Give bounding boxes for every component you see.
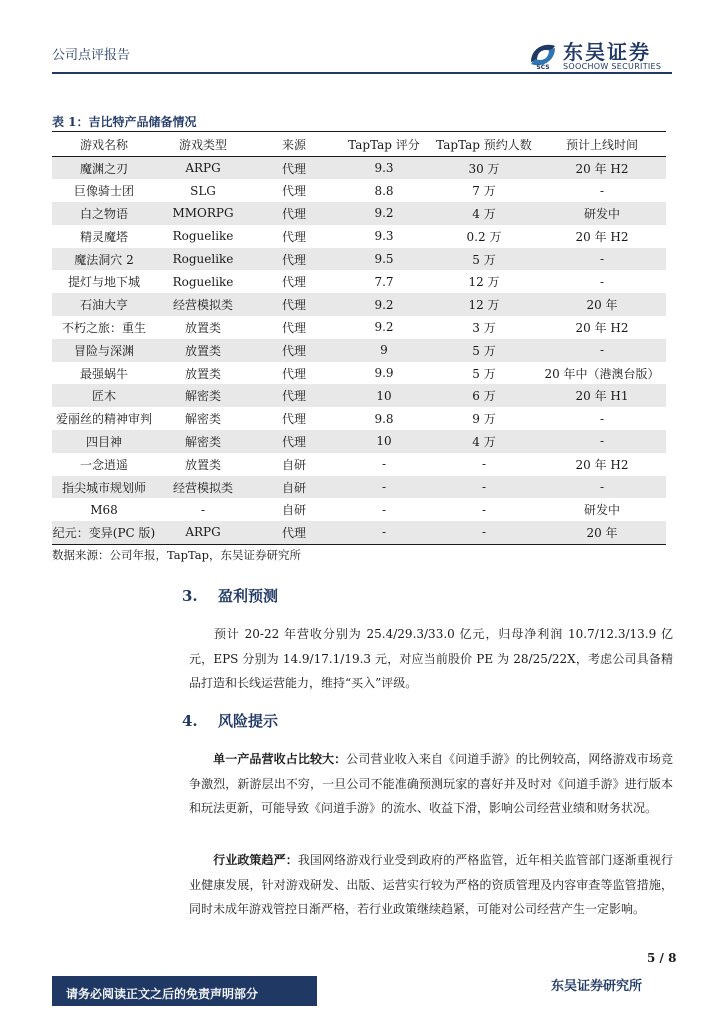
product-pipeline-table (52, 131, 666, 545)
table-cell: 20 年 (538, 521, 666, 544)
table-cell: - (538, 430, 666, 453)
table-cell: 9.3 (338, 157, 430, 180)
table-cell: Roguelike (156, 270, 250, 293)
paragraph-text: 公司营业收入来自《问道手游》的比例较高，网络游戏市场竞争激烈，新游层出不穷，一旦公司不能准确预测玩家的喜好并及时对《问道手游》进行版本和玩法更新，可能导致《问道手游》的流水、收益下滑，影响公司经营业绩和财务状况。 (189, 752, 673, 815)
table-cell: 自研 (250, 498, 338, 521)
table-cell: 冒险与深渊 (52, 339, 156, 362)
table-cell: - (338, 498, 430, 521)
report-type-label: 公司点评报告 (52, 48, 131, 63)
table-cell: 3 万 (430, 316, 538, 339)
table-row (52, 248, 666, 271)
table-cell: - (430, 453, 538, 476)
table-cell: - (430, 498, 538, 521)
table-row (52, 384, 666, 407)
section-3-heading (182, 585, 278, 606)
table-cell: 一念逍遥 (52, 453, 156, 476)
table-cell: 放置类 (156, 316, 250, 339)
paragraph-lead: 单一产品营收占比较大： (213, 752, 347, 766)
table-cell: - (430, 476, 538, 499)
table-cell: - (156, 498, 250, 521)
table-cell: 石油大亨 (52, 293, 156, 316)
logo-mark-text: SCS (536, 64, 550, 70)
logo-english-name: SOOCHOW SECURITIES (563, 62, 662, 71)
table-cell: 10 (338, 384, 430, 407)
table-cell: 9 万 (430, 407, 538, 430)
table-cell: 代理 (250, 407, 338, 430)
table-cell: 20 年 H2 (538, 453, 666, 476)
table-cell: 研发中 (538, 202, 666, 225)
table-cell: 20 年中（港澳台版） (538, 362, 666, 385)
table-source-note: 数据来源：公司年报，TapTap，东吴证券研究所 (52, 548, 301, 562)
table-cell: 经营模拟类 (156, 293, 250, 316)
table-cell: 8.8 (338, 179, 430, 202)
table-cell: 最强蜗牛 (52, 362, 156, 385)
table-cell: 代理 (250, 384, 338, 407)
table-row (52, 362, 666, 385)
paragraph-text: 我国网络游戏行业受到政府的严格监管，近年相关监管部门逐渐重视行业健康发展，针对游戏研发、出版、运营实行较为严格的资质管理及内容审查等监管措施，同时未成年游戏管控日渐严格，若行业政策继续趋紧，可能对公司经营产生一定影响。 (189, 853, 673, 916)
table-cell: 9 (338, 339, 430, 362)
soochow-logo-mark-icon (527, 40, 559, 70)
table-cell: 9.2 (338, 316, 430, 339)
table-cell: - (538, 339, 666, 362)
table-row (52, 498, 666, 521)
table-cell: - (430, 521, 538, 544)
table-cell: 精灵魔塔 (52, 225, 156, 248)
section-number: 3. (182, 587, 198, 605)
table-cell: 指尖城市规划师 (52, 476, 156, 499)
table-caption: 表 1：吉比特产品储备情况 (52, 115, 197, 129)
table-cell: 巨像骑士团 (52, 179, 156, 202)
table-row (52, 476, 666, 499)
table-cell: 30 万 (430, 157, 538, 180)
table-row (52, 202, 666, 225)
table-cell: 自研 (250, 453, 338, 476)
header-divider (52, 72, 672, 74)
table-cell: 魔渊之刃 (52, 157, 156, 180)
table-header-cell: TapTap 评分 (348, 137, 420, 152)
table-cell: - (538, 476, 666, 499)
table-cell: - (338, 453, 430, 476)
table-cell: 研发中 (538, 498, 666, 521)
table-cell: - (538, 248, 666, 271)
table-cell: 9.9 (338, 362, 430, 385)
table-row (52, 179, 666, 202)
section-title: 盈利预测 (218, 587, 279, 605)
disclaimer-note: 请务必阅读正文之后的免责声明部分 (66, 987, 259, 1001)
table-cell: 解密类 (156, 430, 250, 453)
table-cell: 4 万 (430, 202, 538, 225)
table-cell: 解密类 (156, 384, 250, 407)
table-cell: 5 万 (430, 362, 538, 385)
table-cell: 5 万 (430, 339, 538, 362)
table-cell: ARPG (156, 521, 250, 544)
table-row (52, 430, 666, 453)
table-cell: - (338, 476, 430, 499)
table-cell: 魔法洞穴 2 (52, 248, 156, 271)
table-header-row (52, 132, 666, 157)
table-cell: - (338, 521, 430, 544)
table-cell: SLG (156, 179, 250, 202)
table-cell: 自研 (250, 476, 338, 499)
table-cell: 四目神 (52, 430, 156, 453)
table-cell: 解密类 (156, 407, 250, 430)
table-cell: 4 万 (430, 430, 538, 453)
table-cell: - (538, 270, 666, 293)
table-cell: M68 (52, 498, 156, 521)
table-cell: 10 (338, 430, 430, 453)
section-number: 4. (182, 712, 198, 730)
table-cell: 代理 (250, 179, 338, 202)
table-cell: MMORPG (156, 202, 250, 225)
table-row (52, 521, 666, 544)
table-cell: 9.2 (338, 202, 430, 225)
table-cell: 20 年 (538, 293, 666, 316)
table-cell: 12 万 (430, 270, 538, 293)
table-cell: 7 万 (430, 179, 538, 202)
table-header-cell: 游戏类型 (178, 137, 227, 152)
table-header-cell: 来源 (281, 137, 306, 152)
profit-forecast-paragraph (189, 622, 673, 696)
table-cell: 7.7 (338, 270, 430, 293)
table-cell: - (538, 179, 666, 202)
section-title: 风险提示 (218, 712, 279, 730)
table-cell: 代理 (250, 521, 338, 544)
table-cell: 白之物语 (52, 202, 156, 225)
table-cell: 提灯与地下城 (52, 270, 156, 293)
table-cell: 12 万 (430, 293, 538, 316)
table-cell: 放置类 (156, 362, 250, 385)
table-cell: Roguelike (156, 248, 250, 271)
table-header-cell: 预计上线时间 (565, 137, 638, 152)
table-cell: 20 年 H2 (538, 316, 666, 339)
table-row (52, 453, 666, 476)
table-cell: 代理 (250, 270, 338, 293)
table-cell: 9.2 (338, 293, 430, 316)
section-4-heading (182, 710, 278, 731)
table-cell: 代理 (250, 316, 338, 339)
risk-paragraph-product (189, 747, 673, 821)
table-cell: 5 万 (430, 248, 538, 271)
paragraph-lead: 行业政策趋严： (213, 853, 298, 867)
table-cell: 放置类 (156, 339, 250, 362)
paragraph-text: 预计 20-22 年营收分别为 25.4/29.3/33.0 亿元，归母净利润 10.7/12.3/13.9 亿元，EPS 分别为 14.9/17.1/19.3 元，对应当前股价 PE 为 28/25/22X，考虑公司具备精品打造和长线运营能力，维持“买入”评级。 (189, 627, 673, 690)
table-header-cell: 游戏名称 (79, 137, 128, 152)
table-cell: Roguelike (156, 225, 250, 248)
table-row (52, 316, 666, 339)
table-row (52, 157, 666, 180)
table-cell: 9.8 (338, 407, 430, 430)
table-cell: 0.2 万 (430, 225, 538, 248)
table-cell: 爱丽丝的精神审判 (52, 407, 156, 430)
table-cell: 不朽之旅：重生 (52, 316, 156, 339)
table-cell: ARPG (156, 157, 250, 180)
table-cell: 代理 (250, 339, 338, 362)
table-cell: 纪元：变异(PC 版) (52, 521, 156, 544)
logo-chinese-name: 东吴证券 (563, 40, 651, 64)
table-cell: 代理 (250, 248, 338, 271)
risk-paragraph-policy (189, 848, 673, 922)
table-cell: 20 年 H2 (538, 157, 666, 180)
table-cell: 代理 (250, 157, 338, 180)
table-cell: 代理 (250, 362, 338, 385)
table-cell: 代理 (250, 430, 338, 453)
table-cell: 放置类 (156, 453, 250, 476)
table-header-cell: TapTap 预约人数 (436, 137, 532, 152)
institute-name: 东吴证券研究所 (551, 979, 643, 994)
table-cell: 经营模拟类 (156, 476, 250, 499)
table-cell: 20 年 H2 (538, 225, 666, 248)
table-row (52, 339, 666, 362)
table-row (52, 293, 666, 316)
table-row (52, 407, 666, 430)
table-cell: - (538, 407, 666, 430)
table-row (52, 270, 666, 293)
table-cell: 匠木 (52, 384, 156, 407)
table-cell: 代理 (250, 225, 338, 248)
table-cell: 6 万 (430, 384, 538, 407)
table-cell: 代理 (250, 202, 338, 225)
table-cell: 20 年 H1 (538, 384, 666, 407)
page-number: 5 / 8 (647, 951, 677, 965)
table-cell: 代理 (250, 293, 338, 316)
table-cell: 9.3 (338, 225, 430, 248)
table-row (52, 225, 666, 248)
soochow-logo (527, 38, 677, 72)
table-cell: 9.5 (338, 248, 430, 271)
